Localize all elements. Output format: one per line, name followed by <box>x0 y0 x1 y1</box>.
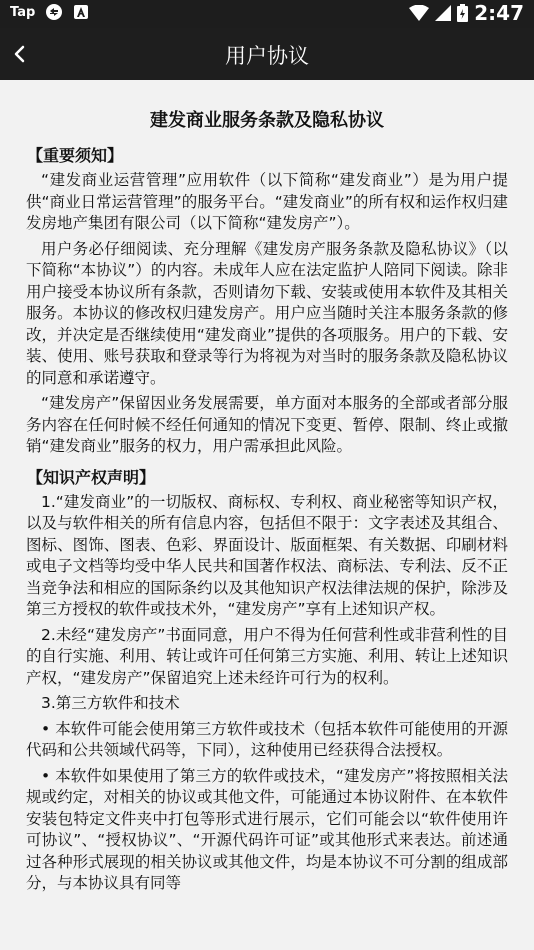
paragraph: 3.第三方软件和技术 <box>41 694 180 712</box>
paragraph: 用户务必仔细阅读、充分理解《建发房产服务条款及隐私协议》（以下简称“本协议”）的内容。未成年人应在法定监护人陪同下阅读。除非用户接受本协议所有条款，否则请勿下载、安装或使用本软件及其相关服务。本协议的修改权归建发房产。用户应当随时关注本服务条款的修改，并决定是否继续使用“建发商业”提供的各项服务。用户的下载、安装、使用、账号获取和登录等行为将视为对当时的服务条款及隐私协议的同意和承诺遵守。 <box>26 239 508 387</box>
notification-a-icon <box>73 4 89 20</box>
paragraph: • 本软件如果使用了第三方的软件或技术，“建发房产”将按照相关法规或约定，对相关的协议或其他文件，可能通过本协议附件、在本软件安装包特定文件夹中打包等形式进行展示，它们可能会以“软件使用许可协议”、“授权协议”、“开源代码许可证”或其他形式来表达。前述通过各种形式展现的相关协议或其他文件，均是本协议不可分割的组成部分，与本协议具有同等 <box>26 766 508 892</box>
wifi-icon <box>409 5 429 21</box>
battery-icon <box>457 4 468 22</box>
paragraph: • 本软件可能会使用第三方软件或技术（包括本软件可能使用的开源代码和公共领域代码等，下同），这种使用已经获得合法授权。 <box>26 719 508 759</box>
section-heading-ip: 【知识产权声明】 <box>27 467 156 487</box>
status-right <box>409 1 524 25</box>
paragraph: 1.“建发商业”的一切版权、商标权、专利权、商业秘密等知识产权，以及与软件相关的所有信息内容，包括但不限于：文字表述及其组合、图标、图饰、图表、色彩、界面设计、版面框架、有关数据、印刷材料或电子文档等均受中华人民共和国著作权法、商标法、专利法、反不正当竞争法和相应的国际条约以及其他知识产权法律法规的保护，除涉及第三方授权的软件或技术外，“建发房产”享有上述知识产权。 <box>26 492 508 618</box>
tap-app-label: Tap <box>10 4 36 20</box>
paragraph: “建发房产”保留因业务发展需要，单方面对本服务的全部或者部分服务内容在任何时候不经任何通知的情况下变更、暂停、限制、终止或撤销“建发商业”服务的权力，用户需承担此风险。 <box>26 394 508 455</box>
document-title: 建发商业服务条款及隐私协议 <box>150 110 384 131</box>
signal-icon <box>435 5 451 21</box>
paragraph: 2.未经“建发房产”书面同意，用户不得为任何营利性或非营利性的目的自行实施、利用、转让或许可任何第三方实施、利用、转让上述知识产权，“建发房产”保留追究上述未经许可行为的权利。 <box>26 625 508 687</box>
agreement-scroll-area[interactable] <box>0 80 534 950</box>
paragraph: “建发商业运营管理”应用软件（以下简称“建发商业”）是为用户提供“商业日常运营管理”的服务平台。“建发商业”的所有权和运作权归建发房地产集团有限公司（以下简称“建发房产”）。 <box>26 171 508 232</box>
sync-icon <box>45 3 63 21</box>
status-left <box>10 3 89 21</box>
status-bar <box>0 0 534 28</box>
page-title: 用户协议 <box>225 44 309 68</box>
app-bar <box>0 28 534 80</box>
section-heading-notice: 【重要须知】 <box>27 146 124 165</box>
clock-time: 2:47 <box>474 1 524 25</box>
